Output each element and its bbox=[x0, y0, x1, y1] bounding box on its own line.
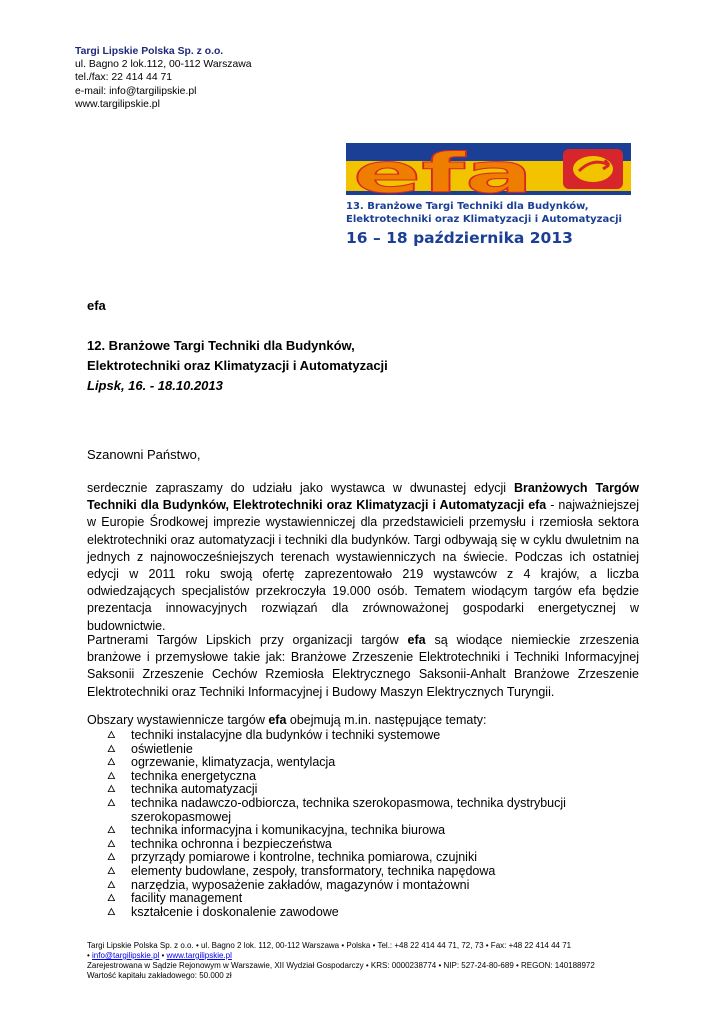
footer-website-link[interactable]: www.targilipskie.pl bbox=[166, 951, 232, 960]
list-item bbox=[107, 770, 627, 784]
event-place-date: Lipsk, 16. - 18.10.2013 bbox=[87, 378, 223, 393]
topics-intro bbox=[87, 712, 639, 729]
topic-text: techniki instalacyjne dla budynków i techniki systemowe bbox=[131, 728, 441, 742]
topic-text: technika ochronna i bezpieczeństwa bbox=[131, 836, 332, 851]
bullet-icon: 🜂 bbox=[107, 784, 116, 796]
logo-subtitle-1: 13. Branżowe Targi Techniki dla Budynków, bbox=[346, 201, 589, 212]
topic-text: technika nadawczo-odbiorcza, technika szerokopasmowa, technika dystrybucji szerokopasmowej bbox=[131, 795, 566, 824]
list-item bbox=[107, 743, 627, 757]
footer-email-link[interactable]: info@targilipskie.pl bbox=[92, 951, 160, 960]
topic-text: facility management bbox=[131, 891, 243, 906]
list-item bbox=[107, 906, 627, 920]
sender-email: e-mail: info@targilipskie.pl bbox=[75, 85, 197, 97]
topic-text: przyrządy pomiarowe i kontrolne, technika pomiarowa, czujniki bbox=[131, 850, 477, 865]
event-name: efa bbox=[87, 298, 106, 313]
paragraph2-text-start: Partnerami Targów Lipskich przy organizacji targów bbox=[87, 633, 408, 647]
footer-links-line bbox=[87, 951, 595, 961]
partners-paragraph bbox=[87, 632, 639, 701]
paragraph2-text-end: są wiodące niemieckie zrzeszenia branżowe i przemysłowe takie jak: Branżowe Zrzeszenie Elektrotechniki i Techniki Informacyjnej Saksonii Zrzeszenie Cechów Rzemiosła Elektrycznego Saksonii-Anhalt Branżowe Zrzeszenie Elektrotechniki oraz Techniki Informacyjnej i Budowy Maszyn Elektrycznych Turyngii. bbox=[87, 633, 639, 699]
list-item bbox=[107, 879, 627, 893]
list-item bbox=[107, 851, 627, 865]
list-item bbox=[107, 729, 627, 743]
bullet-icon: 🜂 bbox=[107, 865, 116, 877]
bullet-icon: 🜂 bbox=[107, 893, 116, 905]
list-item bbox=[107, 865, 627, 879]
topic-text: ogrzewanie, klimatyzacja, wentylacja bbox=[131, 755, 336, 770]
topic-text: kształcenie i doskonalenie zawodowe bbox=[131, 904, 339, 919]
paragraph1-text-start: serdecznie zapraszamy do udziału jako wystawca w dwunastej edycji bbox=[87, 481, 514, 495]
bullet-icon: 🜂 bbox=[107, 743, 116, 755]
footer-registration-line: Zarejestrowana w Sądzie Rejonowym w Warszawie, XII Wydział Gospodarczy • KRS: 0000238774 • NIP: 527-24-80-689 • REGON: 140188972 bbox=[87, 961, 595, 970]
list-item bbox=[107, 892, 627, 906]
logo-subtitle-2: Elektrotechniki oraz Klimatyzacji i Automatyzacji bbox=[346, 214, 622, 225]
paragraph1-text-end: - najważniejszej w Europie Środkowej imprezie wystawienniczej dla przedstawicieli przemysłu i rzemiosła sektora elektrotechniki oraz automatyzacji i techniki dla budynków. Targi odbywają się w cyklu dwuletnim na jednych z najnowocześniejszych terenach wystawienniczych na świecie. Podczas ich ostatniej edycji w 2011 roku swoją ofertę zaprezentowało 219 wystawców z 4 krajów, a liczba odwiedzających specjalistów przekroczyła 19.000 osób. Tematem wiodącym targów efa będzie prezentacja innowacyjnych rozwiązań dla zrównoważonej gospodarki energetycznej w budownictwie. bbox=[87, 498, 639, 633]
logo-dates: 16 – 18 października 2013 bbox=[346, 229, 573, 247]
greeting: Szanowni Państwo, bbox=[87, 447, 201, 462]
bullet-icon: 🜂 bbox=[107, 906, 116, 918]
topic-text: technika energetyczna bbox=[131, 768, 257, 783]
bullet-icon: 🜂 bbox=[107, 879, 116, 891]
paragraph3-text-end: obejmują m.in. następujące tematy: bbox=[286, 713, 487, 727]
topic-text: oświetlenie bbox=[131, 741, 193, 756]
event-title-line-1: 12. Branżowe Targi Techniki dla Budynków, bbox=[87, 338, 355, 353]
list-item bbox=[107, 797, 627, 824]
logo-plug-icon bbox=[563, 149, 623, 189]
list-item bbox=[107, 783, 627, 797]
sender-street: ul. Bagno 2 lok.112, 00-112 Warszawa bbox=[75, 59, 252, 71]
footer-bullet: • bbox=[87, 951, 93, 960]
paragraph2-bold-efa: efa bbox=[407, 633, 426, 647]
event-title-line-2: Elektrotechniki oraz Klimatyzacji i Automatyzacji bbox=[87, 358, 388, 373]
topic-text: narzędzia, wyposażenie zakładów, magazynów i montażowni bbox=[131, 877, 470, 892]
paragraph3-bold-efa: efa bbox=[268, 713, 287, 727]
efa-logo bbox=[343, 143, 634, 247]
sender-phone: tel./fax: 22 414 44 71 bbox=[75, 72, 173, 84]
bullet-icon: 🜂 bbox=[107, 730, 116, 741]
bullet-icon: 🜂 bbox=[107, 757, 116, 769]
list-item bbox=[107, 824, 627, 838]
list-item bbox=[107, 838, 627, 852]
topics-list bbox=[107, 729, 627, 919]
bullet-icon: 🜂 bbox=[107, 825, 116, 837]
paragraph1-bold-event: Branżowych Targów Techniki dla Budynków, Elektrotechniki oraz Klimatyzacji i Automatyzacji efa bbox=[87, 481, 639, 513]
topic-text: technika informacyjna i komunikacyjna, technika biurowa bbox=[131, 823, 446, 838]
footer-contact-line: Targi Lipskie Polska Sp. z o.o. • ul. Bagno 2 lok. 112, 00-112 Warszawa • Polska • Tel.: +48 22 414 44 71, 72, 73 • Fax: +48 22 414 44 71 bbox=[87, 941, 572, 950]
topic-text: technika automatyzacji bbox=[131, 782, 258, 797]
event-title-block bbox=[87, 296, 388, 396]
bullet-icon: 🜂 bbox=[107, 770, 116, 782]
topic-text: elementy budowlane, zespoły, transformatory, technika napędowa bbox=[131, 863, 496, 878]
bullet-icon: 🜂 bbox=[107, 852, 116, 864]
sender-address-block bbox=[75, 45, 252, 111]
sender-company: Targi Lipskie Polska Sp. z o.o. bbox=[75, 46, 224, 57]
list-item bbox=[107, 756, 627, 770]
bullet-icon: 🜂 bbox=[107, 838, 116, 850]
invitation-paragraph bbox=[87, 480, 639, 635]
sender-website: www.targilipskie.pl bbox=[75, 98, 160, 110]
footer-separator: • bbox=[159, 951, 167, 960]
bullet-icon: 🜂 bbox=[107, 797, 116, 809]
footer-capital-line: Wartość kapitału zakładowego: 50.000 zł bbox=[87, 971, 232, 980]
logo-wordmark: efa bbox=[353, 143, 533, 205]
paragraph3-text-start: Obszary wystawiennicze targów bbox=[87, 713, 269, 727]
footer bbox=[87, 941, 595, 981]
